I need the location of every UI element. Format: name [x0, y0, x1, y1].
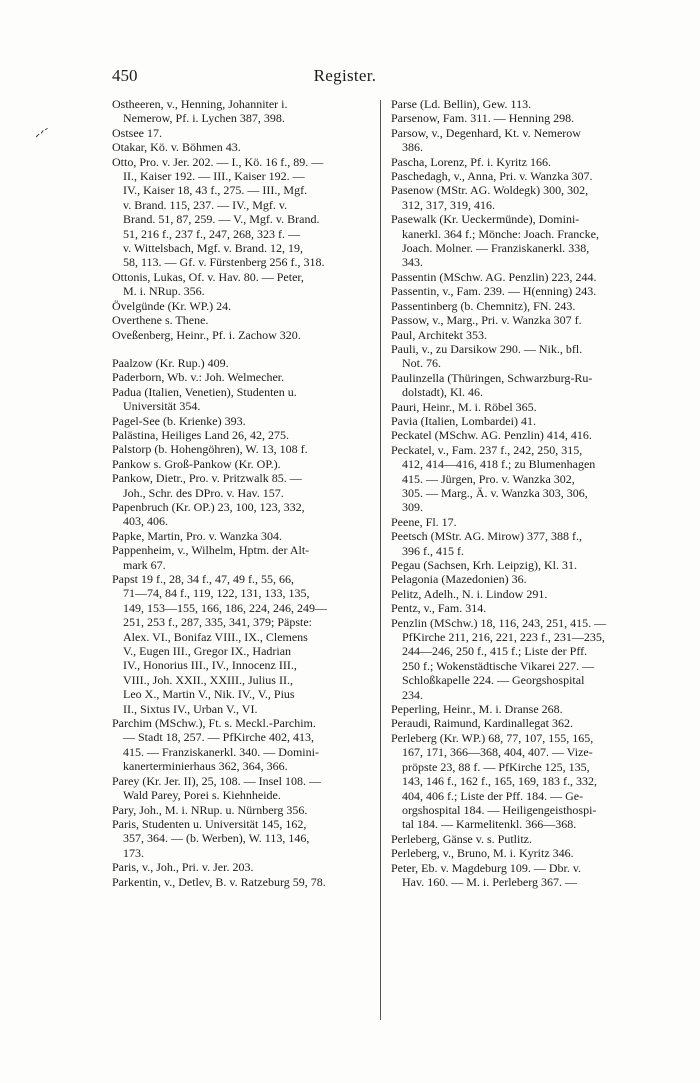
index-entry: Parchim (MSchw.), Ft. s. Meckl.-Parchim. — Stadt 18, 257. — PfKirche 402, 413, 415. — Franziskanerkl. 340. — Domini- kanerterminierhaus 362, 364, 366.: [112, 716, 319, 774]
index-entry: Peperling, Heinr., M. i. Dranse 268.: [391, 702, 563, 717]
index-entry: Perleberg (Kr. WP.) 68, 77, 107, 155, 165, 167, 171, 366—368, 404, 407. — Vize- pröpste 23, 88 f. — PfKirche 125, 135, 143, 146 f., 162 f., 165, 169, 183 f., 332, 404, 406 f.; Liste der Pff. 184. — Ge- orgshospital 184. — Heiligengeisthospi- tal 184. — Karmelitenkl. 366—368.: [391, 730, 597, 832]
index-entry: Ottonis, Lukas, Of. v. Hav. 80. — Peter, M. i. NRup. 356.: [112, 269, 304, 299]
index-entry: Pauli, v., zu Darsikow 290. — Nik., bfl. Not. 76.: [391, 341, 583, 371]
index-entry: Pegau (Sachsen, Krh. Leipzig), Kl. 31.: [391, 558, 577, 572]
index-entry: Pascha, Lorenz, Pf. i. Kyritz 166.: [391, 154, 551, 169]
index-entry: Parsenow, Fam. 311. — Henning 298.: [391, 111, 575, 126]
index-entry: Pauri, Heinr., M. i. Röbel 365.: [391, 399, 537, 414]
index-entry: Passentin, v., Fam. 239. — H(enning) 243.: [391, 284, 597, 299]
index-entry: Pentz, v., Fam. 314.: [391, 601, 487, 616]
index-entry: Paulinzella (Thüringen, Schwarzburg-Ru- dolstadt), Kl. 46.: [391, 370, 593, 400]
index-entry: Pavia (Italien, Lombardei) 41.: [391, 413, 536, 428]
index-entry: Pasenow (MStr. AG. Woldegk) 300, 302, 312, 317, 319, 416.: [391, 183, 589, 212]
index-entry: Passow, v., Marg., Pri. v. Wanzka 307 f.: [391, 313, 582, 328]
index-entry: Passentinberg (b. Chemnitz), FN. 243.: [391, 298, 576, 313]
index-entry: Paris, v., Joh., Pri. v. Jer. 203.: [112, 860, 254, 875]
index-entry: Palästina, Heiliges Land 26, 42, 275.: [112, 427, 289, 442]
index-column-right: [391, 97, 649, 889]
index-entry: Papenbruch (Kr. OP.) 23, 100, 123, 332, 403, 406.: [112, 499, 305, 529]
page-header: [112, 66, 578, 88]
stray-ink-mark: [34, 126, 50, 140]
index-entry: Övelgünde (Kr. WP.) 24.: [112, 298, 232, 313]
index-entry: Paul, Architekt 353.: [391, 327, 487, 342]
index-entry: Pary, Joh., M. i. NRup. u. Nürnberg 356.: [112, 802, 308, 817]
index-entry: Paschedagh, v., Anna, Pri. v. Wanzka 307.: [391, 169, 593, 184]
index-entry: Perleberg, Gänse v. s. Putlitz.: [391, 831, 532, 846]
index-entry: Parkentin, v., Detlev, B. v. Ratzeburg 59, 78.: [112, 874, 326, 889]
index-entry: Ostheeren, v., Henning, Johanniter i. Nemerow, Pf. i. Lychen 387, 398.: [112, 97, 288, 126]
index-entry: Peraudi, Raimund, Kardinallegat 362.: [391, 716, 573, 731]
index-entry: Papst 19 f., 28, 34 f., 47, 49 f., 55, 66, 71—74, 84 f., 119, 122, 131, 133, 135, 149, 153—155, 166, 186, 224, 246, 249— 251, 253 f., 287, 335, 341, 379; Päpste: Alex. VI., Bonifaz VIII., IX., Clemens V., Eugen III., Gregor IX., Hadrian IV., Honorius III., IV., Innocenz III., VIII., Joh. XXII., XXIII., Julius II., Leo X., Martin V., Nik. IV., V., Pius II., Sixtus IV., Urban V., VI.: [112, 572, 327, 716]
index-entry: Otto, Pro. v. Jer. 202. — I., Kö. 16 f., 89. — II., Kaiser 192. — III., Kaiser 192. — IV., Kaiser 18, 43 f., 275. — III., Mgf. v. Brand. 115, 237. — IV., Mgf. v. Brand. 51, 87, 259. — V., Mgf. v. Brand. 51, 216 f., 237 f., 247, 268, 323 f. — v. Wittelsbach, Mgf. v. Brand. 12, 19, 58, 113. — Gf. v. Fürstenberg 256 f., 318.: [112, 154, 325, 270]
index-entry: Paris, Studenten u. Universität 145, 162, 357, 364. — (b. Werben), W. 113, 146, 173.: [112, 816, 310, 860]
index-entry: Pagel-See (b. Krienke) 393.: [112, 413, 246, 428]
column-divider: [380, 100, 381, 1020]
index-entry: Passentin (MSchw. AG. Penzlin) 223, 244.: [391, 269, 597, 284]
index-entry: Penzlin (MSchw.) 18, 116, 243, 251, 415. — PfKirche 211, 216, 221, 223 f., 231—235, 244—246, 250 f., 415 f.; Liste der Pff. 250 f.; Wokenstädtische Vikarei 227. — Schloßkapelle 224. — Georgshospital 234.: [391, 615, 607, 702]
index-entry: Pankow, Dietr., Pro. v. Pritzwalk 85. — Joh., Schr. des DPro. v. Hav. 157.: [112, 471, 302, 500]
page-number: 450: [112, 66, 138, 85]
index-column-left: [112, 97, 370, 889]
index-entry: Peetsch (MStr. AG. Mirow) 377, 388 f., 396 f., 415 f.: [391, 529, 582, 558]
index-entry: Paderborn, Wb. v.: Joh. Welmecher.: [112, 370, 285, 385]
index-entry: Papke, Martin, Pro. v. Wanzka 304.: [112, 528, 283, 543]
index-entry: Pappenheim, v., Wilhelm, Hptm. der Alt- mark 67.: [112, 543, 310, 572]
index-entry: Parse (Ld. Bellin), Gew. 113.: [391, 97, 532, 111]
running-title: Register.: [313, 66, 377, 85]
index-entry: Peter, Eb. v. Magdeburg 109. — Dbr. v. Hav. 160. — M. i. Perleberg 367. —: [391, 860, 582, 889]
index-entry: Parey (Kr. Jer. II), 25, 108. — Insel 108. — Wald Parey, Porei s. Kiehnheide.: [112, 773, 321, 803]
index-entry: Palstorp (b. Hohengöhren), W. 13, 108 f.: [112, 442, 308, 457]
index-entry: Peene, Fl. 17.: [391, 514, 457, 529]
index-entry: Oveßenberg, Heinr., Pf. i. Zachow 320.: [112, 327, 301, 342]
index-entry: Overthene s. Thene.: [112, 313, 209, 328]
index-entry: Peckatel (MSchw. AG. Penzlin) 414, 416.: [391, 428, 592, 443]
index-entry: Ostsee 17.: [112, 125, 162, 140]
index-entry: Perleberg, v., Bruno, M. i. Kyritz 346.: [391, 846, 574, 861]
index-entry: Otakar, Kö. v. Böhmen 43.: [112, 140, 241, 155]
index-entry: Padua (Italien, Venetien), Studenten u. Universität 354.: [112, 384, 297, 414]
index-entry: Parsow, v., Degenhard, Kt. v. Nemerow 386.: [391, 125, 581, 155]
index-entry: Pankow s. Groß-Pankow (Kr. OP.).: [112, 456, 281, 471]
index-entry: Pasewalk (Kr. Ueckermünde), Domini- kanerkl. 364 f.; Mönche: Joach. Francke, Joach. Molner. — Franziskanerkl. 338, 343.: [391, 212, 599, 270]
index-entry: Pelitz, Adelh., N. i. Lindow 291.: [391, 586, 548, 601]
index-entry: Peckatel, v., Fam. 237 f., 242, 250, 315, 412, 414—416, 418 f.; zu Blumenhagen 415. — Jürgen, Pro. v. Wanzka 302, 305. — Marg., Ä. v. Wanzka 303, 306, 309.: [391, 442, 596, 515]
index-entry: Paalzow (Kr. Rup.) 409.: [112, 355, 229, 370]
index-entry: Pelagonia (Mazedonien) 36.: [391, 572, 527, 587]
